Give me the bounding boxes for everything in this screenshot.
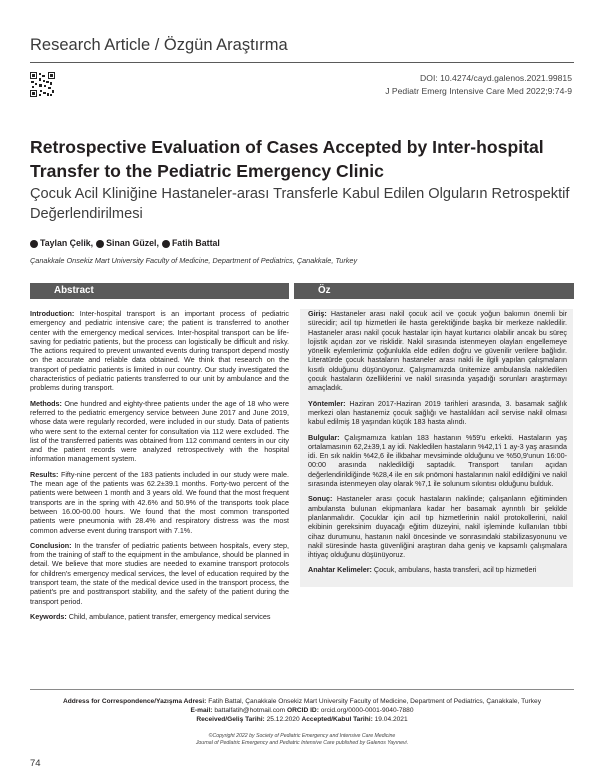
author-item <box>30 238 93 248</box>
section-text: In the transfer of pediatric patients between hospitals, every step, from the training of staff to the equipment in the ambulance, should be planned in detail. We believe that more studies are needed to examine transport protocols for children's emergency medical services, the level of education required by the transport team, the state of the medical device used in the transport process, the patient's pre and posttransport stability, and the safety of the patient during the transport period. <box>30 540 289 606</box>
author-name: Taylan Çelik, <box>40 238 94 248</box>
section-label: Yöntemler: <box>308 398 346 408</box>
author-item <box>162 238 220 248</box>
author-list <box>30 238 220 248</box>
accepted-date: 19.04.2021 <box>374 716 408 723</box>
oz-bulgular <box>308 433 567 489</box>
abstract-english <box>30 309 289 627</box>
abstract-keywords <box>30 612 289 621</box>
abstract-results <box>30 470 289 535</box>
section-text: Haziran 2017-Haziran 2019 tarihleri arasında, 3. basamak sağlık merkezi olan hastanemiz çocuk sağlığı ve hastalıkları acil servise nakil olması kabul edilmiş 18 yaşından küçük 183 hasta alındı. <box>308 398 567 427</box>
oz-sonuc <box>308 494 567 559</box>
address-text: Fatih Battal, Çanakkale Onsekiz Mart University Faculty of Medicine, Department of Pediatrics, Çanakkale, Turkey <box>208 698 541 705</box>
author-item <box>96 238 159 248</box>
section-text: Çocuk, ambulans, hasta transferi, acil tıp hizmetleri <box>373 565 537 575</box>
article-title-turkish: Çocuk Acil Kliniğine Hastaneler-arası Transferle Kabul Edilen Olguların Retrospektif Değerlendirilmesi <box>30 186 570 222</box>
page-number: 74 <box>30 758 41 769</box>
received-label: Received/Geliş Tarihi: <box>196 716 265 723</box>
orcid-label: ORCID ID: <box>287 707 319 714</box>
orcid-icon[interactable] <box>162 240 170 248</box>
section-text: One hundred and eighty-three patients under the age of 18 who were referred to the pediatric emergency service between June 2017 and June 2019, whose data were regularly recorded, were included in our study. Data of patients who were sent to the external center for consultation via 112 were excluded. The list of the transferred patients was obtained from 112 command centers in our city and the patient records were analyzed retrospectively with the hospital information management system. <box>30 398 289 464</box>
copyright-line: ©Copyright 2022 by Society of Pediatric Emergency and Intensive Care Medicine <box>208 733 396 739</box>
orcid-icon[interactable] <box>30 240 38 248</box>
section-text: Fifty-nine percent of the 183 patients included in our study were male. The mean age of the patients was 62.2±39.1 months. Forty-two percent of the patients were between 1 month and 3 years old. We found that the most frequent transports are in the spring with 42.6% and 50.9% of the transports took place between 16.00-00.00 hours. We found that the most common transported patients were pneumonia with 28.4% and respiratory distress was the most common adverse event during transport with 7.1%. <box>30 469 289 535</box>
oz-yontemler <box>308 399 567 427</box>
correspondence-block <box>30 697 574 724</box>
article-type-header: Research Article / Özgün Araştırma <box>30 36 288 54</box>
section-label: Keywords: <box>30 611 67 621</box>
abstract-methods <box>30 399 289 464</box>
section-text: Child, ambulance, patient transfer, emergency medical services <box>68 611 271 621</box>
abstract-introduction <box>30 309 289 393</box>
dates-line <box>30 715 574 724</box>
address-label: Address for Correspondence/Yazışma Adresi: <box>62 698 207 705</box>
section-label: Methods: <box>30 398 62 408</box>
abstract-conclusion <box>30 541 289 606</box>
oz-giris <box>308 309 567 393</box>
author-name: Sinan Güzel, <box>106 238 159 248</box>
orcid-icon[interactable] <box>96 240 104 248</box>
header-divider <box>30 62 574 63</box>
section-text: Çalışmamıza katılan 183 hastanın %59'u erkekti. Hastaların yaş ortalamasının 62,2±39,1 ay idi. Nakledilen hastaların %42,1'i 1 ay-3 yaş arasında idi. En sık naklin %42,6 ile ilkbahar mevsiminde olduğunu ve %50,9'unun 16:00-00:00 arasında nakledildiği saptadık. Transport tanıları açıdan değerlendirildiğinde %28,4 ile en sık pnömoni hastalarının nakil edildiğini ve nakil sırasında istenmeyen olay olarak %7,1 ile solunum sıkıntısı olduğunu bulduk. <box>308 432 567 489</box>
section-label: Conclusion: <box>30 540 72 550</box>
contact-line <box>30 706 574 715</box>
copyright-notice <box>30 733 574 747</box>
section-text: Inter-hospital transport is an important process of pediatric emergency and pediatric intensive care; the patient is transferred to another center with the emergency medical services. Inter-hospital transport can be life-saving for pediatric patients, but the process can logistically be difficult and risky. The actions required to prevent unwanted events during transport depend mostly on the accurate and reliable data obtained. We think that research on the transport of pediatric patients is limited in our country. Our study investigated the characteristics of pediatric patients transferred to our unit by ambulance and the problems during transport. <box>30 309 289 393</box>
abstract-turkish <box>300 309 573 587</box>
abstract-heading: Abstract <box>30 283 289 299</box>
journal-citation: J Pediatr Emerg Intensive Care Med 2022;9:74-9 <box>385 86 572 96</box>
section-label: Results: <box>30 469 59 479</box>
section-label: Giriş: <box>308 309 327 318</box>
affiliation: Çanakkale Onsekiz Mart University Faculty of Medicine, Department of Pediatrics, Çanakkale, Turkey <box>30 256 358 265</box>
section-text: Hastaneler arası çocuk hastaların naklinde; çalışanların eğitiminden ambulansta bulunan ekipmanlara kadar her basamak ayrıntılı bir şekilde planlanmalıdır. Çocuklar için acil tıp hizmetlerinin nakil protokollerini, nakil ekibinin gereksinim duyacağı eğitim düzeyini, nakil işleminde kullanılan tıbbi cihaz durumunu, hastanın nakil öncesinde ve sonrasındaki stabilizasyonunu ve nakil süresinde hasta güvenliğini araştıran daha geniş ve kapsamlı çalışmalara ihtiyaç olduğunu düşünüyoruz. <box>308 494 567 560</box>
author-name: Fatih Battal <box>171 238 220 248</box>
email-link[interactable]: battalfatih@hotmail.com <box>214 707 286 714</box>
doi-block <box>385 72 572 98</box>
section-label: Anahtar Kelimeler: <box>308 565 372 575</box>
correspondence-address <box>30 697 574 706</box>
qr-code-icon <box>30 72 55 97</box>
footer-divider <box>30 689 574 690</box>
email-label: E-mail: <box>190 707 213 714</box>
publisher-line: Journal of Pediatric Emergency and Pediatric Intensive Care published by Galenos Yayınevi. <box>195 740 409 746</box>
section-label: Bulgular: <box>308 432 340 442</box>
orcid-link[interactable]: orcid.org/0000-0001-9040-7880 <box>320 707 414 714</box>
section-text: Hastaneler arası nakil çocuk acil ve çocuk yoğun bakımın önemli bir sürecidir; acil tıp hizmetleri ile hasta gerektiğinde başka bir merkeze nakledilir. Hastaneler arası nakil çocuk hastalar için hayat kurtarıcı olabilir ancak bu süreç lojistik açıdan zor ve risklidir. Nakil sırasında istenmeyen olayları engellemeye yönelik eylemlerimiz çoğunlukla elde edilen doğru ve güvenilir verilere bağlıdır. Literatürde çocuk hastaların hastaneler arası nakli ile ilgili yapılan çalışmaların kısıtlı olduğunu düşünüyoruz. Çalışmamızda ünitemize ambulansla nakledilen çocuk hastaların özelliklerini ve nakil sırasında yaşadığı sorunları araştırmayı amaçladık. <box>308 309 567 393</box>
section-label: Sonuç: <box>308 494 333 504</box>
section-label: Introduction: <box>30 309 75 318</box>
received-date: 25.12.2020 <box>266 716 300 723</box>
article-title: Retrospective Evaluation of Cases Accepted by Inter-hospital Transfer to the Pediatric Emergency Clinic <box>30 137 544 181</box>
doi-link[interactable]: DOI: 10.4274/cayd.galenos.2021.99815 <box>420 73 572 83</box>
accepted-label: Accepted/Kabul Tarihi: <box>301 716 373 723</box>
oz-anahtar-kelimeler <box>308 565 567 574</box>
oz-heading: Öz <box>294 283 574 299</box>
